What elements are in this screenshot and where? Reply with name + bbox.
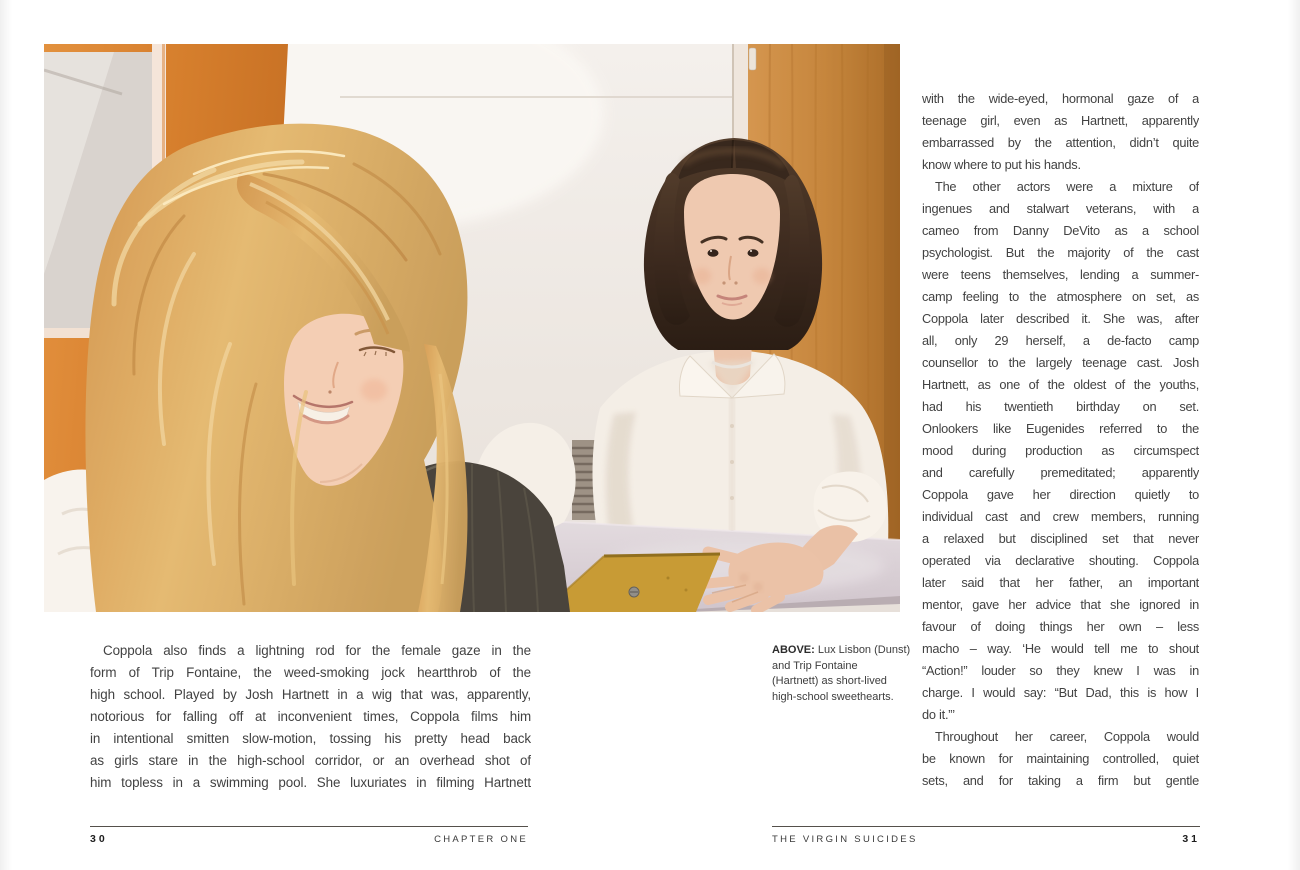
- paragraph: [922, 726, 1199, 792]
- right-page-edge-shadow: [1288, 0, 1300, 870]
- text-line: had his twentieth birthday on set.: [922, 399, 1199, 414]
- text-line: favour of doing things her own – less: [922, 619, 1199, 634]
- text-line: psychologist. But the majority of the cast: [922, 245, 1199, 260]
- text-line: “Action!” louder so they knew I was in: [922, 663, 1199, 678]
- text-line: all, only 29 herself, a de-facto camp: [922, 333, 1199, 348]
- text-line: notorious for falling off at inconvenient times, Coppola films him: [90, 709, 531, 724]
- text-line: embarrassed by the attention, didn’t quite: [922, 135, 1199, 150]
- paragraph: [922, 88, 1199, 176]
- photo-illustration: [44, 44, 900, 612]
- text-line: Hartnett, as one of the oldest of the youths,: [922, 377, 1199, 392]
- page-number-right: 31: [1182, 833, 1200, 845]
- text-line: Coppola gave her direction quietly to: [922, 487, 1199, 502]
- text-line: individual cast and crew members, running: [922, 509, 1199, 524]
- text-line: do it.”’: [922, 707, 955, 722]
- text-line: Throughout her career, Coppola would: [935, 729, 1199, 744]
- text-line: later said that her father, an important: [922, 575, 1199, 590]
- left-page-edge-shadow: [0, 0, 12, 870]
- chapter-footer-label: CHAPTER ONE: [434, 834, 528, 845]
- film-still-photo: [44, 44, 900, 612]
- text-line: counsellor to the largely teenage cast. Josh: [922, 355, 1199, 370]
- caption-first-line: [772, 643, 922, 659]
- text-line: camp feeling to the atmosphere on set, as: [922, 289, 1199, 304]
- text-line: a relaxed but disciplined set that never: [922, 531, 1199, 546]
- text-line: were teens themselves, lending a summer-: [922, 267, 1199, 282]
- text-line: and Trip Fontaine: [772, 659, 858, 672]
- text-line: mentor, gave her advice that she ignored in: [922, 597, 1199, 612]
- text-line: in intentional smitten slow-motion, tossing his pretty head back: [90, 731, 531, 746]
- caption-rest-lines: [772, 659, 922, 706]
- text-line: teenage girl, even as Hartnett, apparently: [922, 113, 1199, 128]
- text-line: sets, and for taking a firm but gentle: [922, 773, 1199, 788]
- book-title-footer-label: THE VIRGIN SUICIDES: [772, 834, 918, 845]
- text-line: cameo from Danny DeVito as a school: [922, 223, 1199, 238]
- text-line: The other actors were a mixture of: [935, 179, 1199, 194]
- footer-rule-left: [90, 826, 528, 827]
- caption-first-text: Lux Lisbon (Dunst): [817, 644, 911, 656]
- text-line: and carefully premeditated; apparently: [922, 465, 1199, 480]
- footer-rule-right: [772, 826, 1200, 827]
- text-line: (Hartnett) as short-lived: [772, 675, 887, 687]
- text-line: high-school sweethearts.: [772, 690, 894, 703]
- right-page-column: [922, 88, 1199, 792]
- text-line: Coppola later described it. She was, after: [922, 311, 1199, 326]
- text-line: know where to put his hands.: [922, 157, 1081, 172]
- text-line: Coppola also finds a lightning rod for the female gaze in the: [103, 643, 531, 658]
- text-line: be known for maintaining controlled, quiet: [922, 751, 1199, 766]
- text-line: him topless in a swimming pool. She luxuriates in filming Hartnett: [90, 775, 531, 790]
- caption-label: ABOVE:: [772, 644, 815, 656]
- text-line: ingenues and stalwart veterans, with a: [922, 201, 1199, 216]
- text-line: as girls stare in the high-school corridor, or an overhead shot of: [90, 753, 531, 768]
- text-line: mood during production as circumspect: [922, 443, 1199, 458]
- photo-caption: [772, 643, 922, 705]
- text-line: Onlookers like Eugenides referred to the: [922, 421, 1199, 436]
- text-line: macho – way. ‘He would tell me to shout: [922, 641, 1199, 656]
- page-number-left: 30: [90, 833, 108, 845]
- text-line: with the wide-eyed, hormonal gaze of a: [922, 91, 1199, 106]
- text-line: high school. Played by Josh Hartnett in a wig that was, apparently,: [90, 687, 531, 702]
- text-line: form of Trip Fontaine, the weed-smoking jock heartthrob of the: [90, 665, 531, 680]
- text-line: charge. I would say: “But Dad, this is how I: [922, 685, 1199, 700]
- left-page-paragraph: [90, 640, 531, 794]
- paragraph: [922, 176, 1199, 726]
- footer-right: [772, 833, 1200, 845]
- text-line: operated via declarative shouting. Coppola: [922, 553, 1199, 568]
- footer-left: [90, 833, 528, 845]
